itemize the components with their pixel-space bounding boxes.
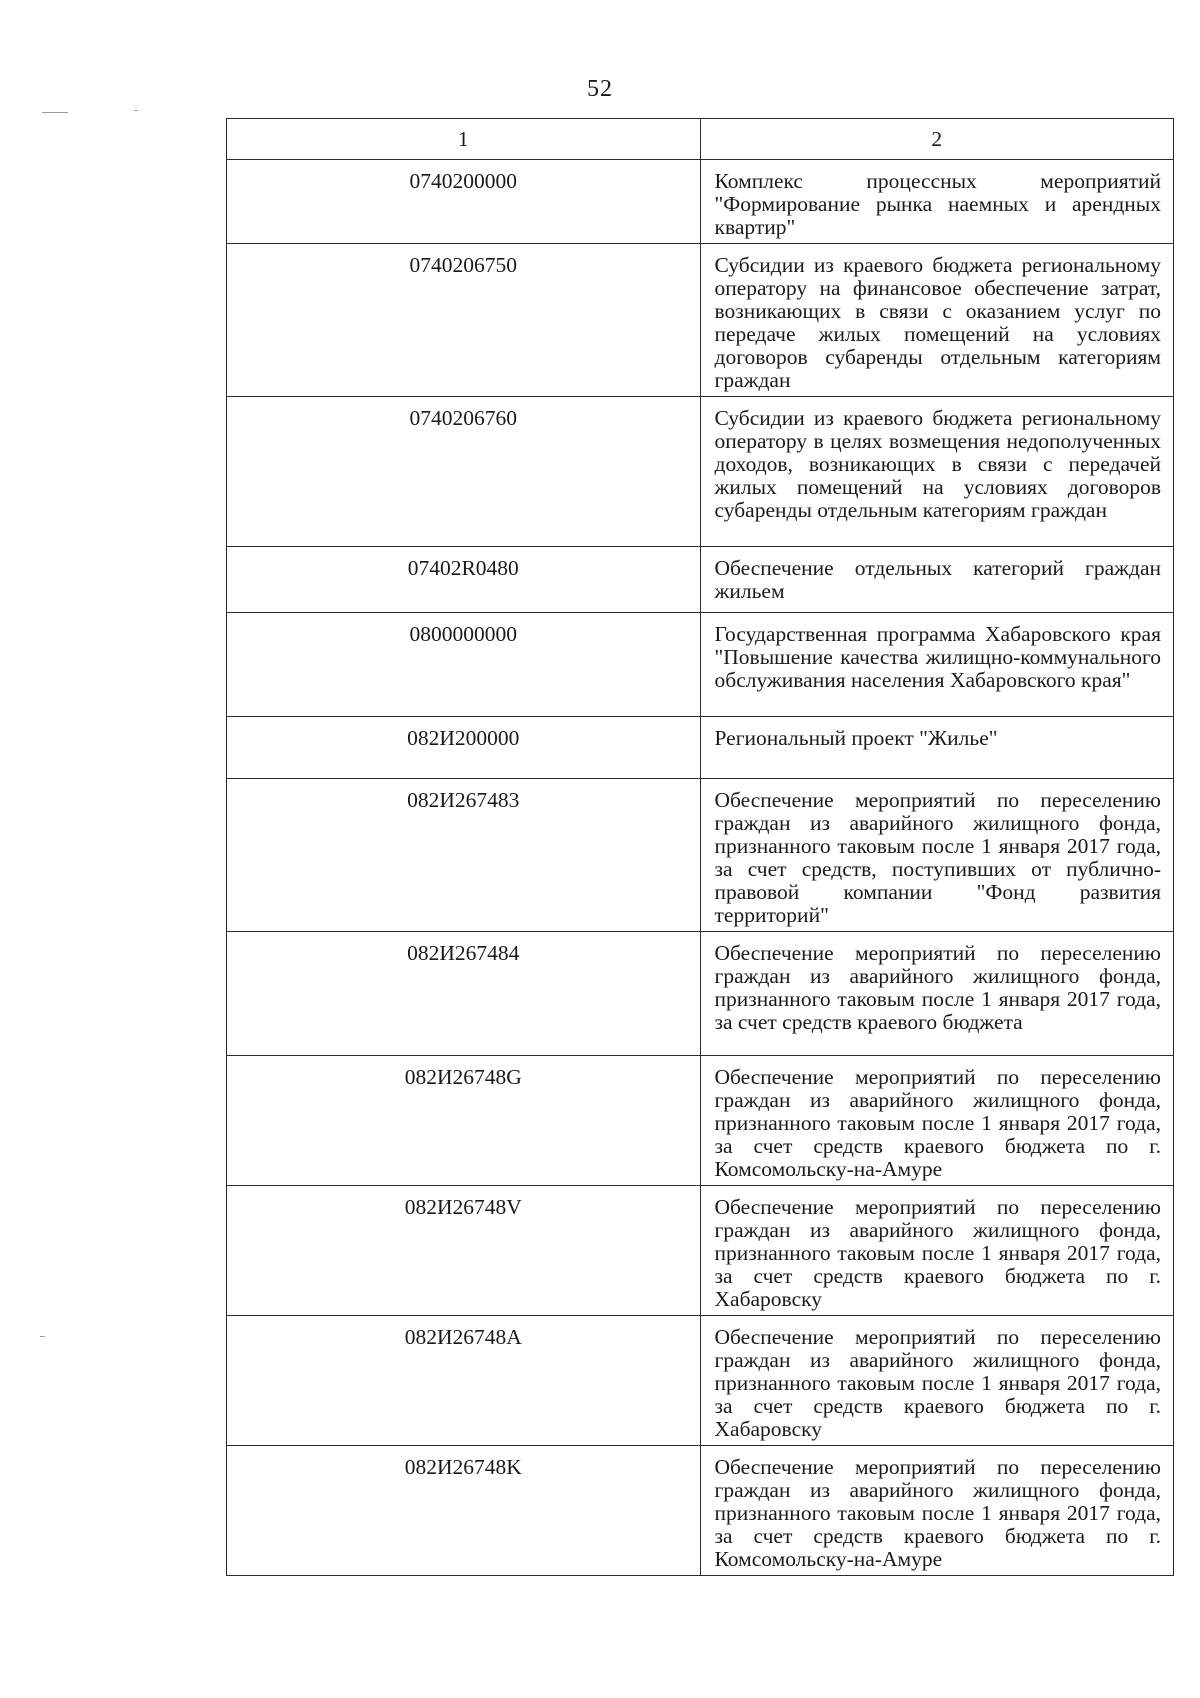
row-description: Обеспечение мероприятий по переселению граждан из аварийного жилищного фонда, признанного таковым после 1 января 2017 года, за счет средств краевого бюджета по г. Комсомольску-на-Амуре: [700, 1056, 1174, 1186]
scan-artifact-mark: [42, 112, 68, 113]
row-description: Обеспечение мероприятий по переселению граждан из аварийного жилищного фонда, признанного таковым после 1 января 2017 года, за счет средств краевого бюджета по г. Хабаровску: [700, 1316, 1174, 1446]
row-code: 0740200000: [227, 160, 701, 244]
table-row: [227, 779, 1174, 932]
row-code: 07402R0480: [227, 547, 701, 613]
row-description: Обеспечение мероприятий по переселению граждан из аварийного жилищного фонда, признанного таковым после 1 января 2017 года, за счет средств краевого бюджета по г. Комсомольску-на-Амуре: [700, 1446, 1174, 1576]
row-description: Субсидии из краевого бюджета региональному оператору на финансовое обеспечение затрат, возникающих в связи с оказанием услуг по передаче жилых помещений на условиях договоров субаренды отдельным категориям граждан: [700, 244, 1174, 397]
row-description: Обеспечение мероприятий по переселению граждан из аварийного жилищного фонда, признанного таковым после 1 января 2017 года, за счет средств, поступивших от публично-правовой компании "Фонд развития территорий": [700, 779, 1174, 932]
row-code: 082И200000: [227, 717, 701, 779]
row-description: Обеспечение мероприятий по переселению граждан из аварийного жилищного фонда, признанного таковым после 1 января 2017 года, за счет средств краевого бюджета: [700, 932, 1174, 1056]
column-header-code: 1: [227, 119, 701, 160]
table-row: [227, 717, 1174, 779]
table-row: [227, 932, 1174, 1056]
table-row: [227, 1446, 1174, 1576]
table-row: [227, 547, 1174, 613]
row-description: Комплекс процессных мероприятий "Формирование рынка наемных и арендных квартир": [700, 160, 1174, 244]
page-number: 52: [587, 76, 613, 102]
row-description: Государственная программа Хабаровского края "Повышение качества жилищно-коммунального обслуживания населения Хабаровского края": [700, 613, 1174, 717]
budget-code-table: [226, 118, 1174, 1576]
row-description: Региональный проект "Жилье": [700, 717, 1174, 779]
table-header-row: [227, 119, 1174, 160]
table-row: [227, 1316, 1174, 1446]
row-code: 082И267483: [227, 779, 701, 932]
scan-artifact-mark: [134, 110, 138, 111]
row-code: 082И26748A: [227, 1316, 701, 1446]
row-code: 082И26748K: [227, 1446, 701, 1576]
column-header-description: 2: [700, 119, 1174, 160]
table-row: [227, 397, 1174, 547]
table-row: [227, 160, 1174, 244]
row-description: Обеспечение отдельных категорий граждан жильем: [700, 547, 1174, 613]
scan-artifact-mark: [40, 1336, 45, 1337]
table-row: [227, 1186, 1174, 1316]
row-code: 0740206750: [227, 244, 701, 397]
table-row: [227, 1056, 1174, 1186]
row-description: Субсидии из краевого бюджета региональному оператору в целях возмещения недополученных доходов, возникающих в связи с передачей жилых помещений на условиях договоров субаренды отдельным категориям граждан: [700, 397, 1174, 547]
row-description: Обеспечение мероприятий по переселению граждан из аварийного жилищного фонда, признанного таковым после 1 января 2017 года, за счет средств краевого бюджета по г. Хабаровску: [700, 1186, 1174, 1316]
row-code: 082И267484: [227, 932, 701, 1056]
table-row: [227, 244, 1174, 397]
row-code: 082И26748G: [227, 1056, 701, 1186]
row-code: 082И26748V: [227, 1186, 701, 1316]
table-row: [227, 613, 1174, 717]
row-code: 0800000000: [227, 613, 701, 717]
row-code: 0740206760: [227, 397, 701, 547]
